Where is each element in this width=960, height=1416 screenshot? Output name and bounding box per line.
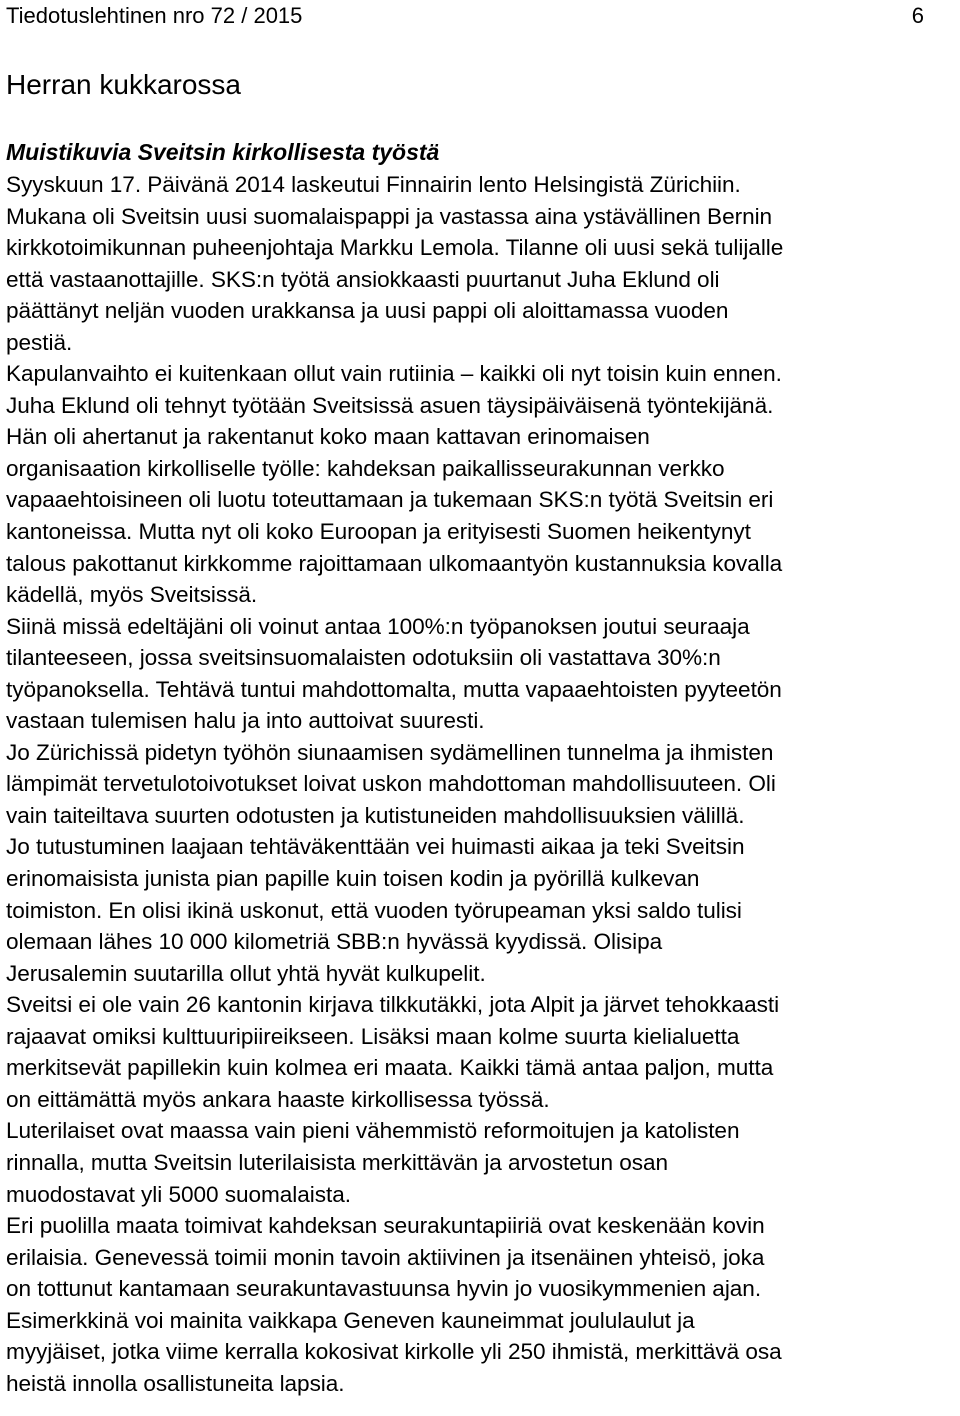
publication-title: Tiedotuslehtinen nro 72 / 2015 bbox=[6, 3, 303, 28]
body-line: rinnalla, mutta Sveitsin luterilaisista merkittävän ja arvostetun osan bbox=[6, 1149, 669, 1175]
body-line: organisaation kirkolliselle työlle: kahdeksan paikallisseurakunnan verkko bbox=[6, 455, 725, 481]
body-line: Mukana oli Sveitsin uusi suomalaispappi ja vastassa aina ystävällinen Bernin bbox=[6, 203, 773, 229]
page-number: 6 bbox=[911, 3, 924, 28]
article-subtitle: Muistikuvia Sveitsin kirkollisesta työstä bbox=[6, 139, 440, 165]
body-line: erinomaisista junista pian papille kuin toisen kodin ja pyörillä kulkevan bbox=[6, 866, 700, 892]
body-line: on tottunut kantamaan seurakuntavastuunsa hyvin jo vuosikymmenien ajan. bbox=[6, 1276, 762, 1302]
body-line: Juha Eklund oli tehnyt työtään Sveitsissä asuen täysipäiväisenä työntekijänä. bbox=[6, 392, 774, 418]
body-line: erilaisia. Genevessä toimii monin tavoin aktiivinen ja itsenäinen yhteisö, joka bbox=[6, 1244, 765, 1270]
body-line: kädellä, myös Sveitsissä. bbox=[6, 582, 258, 608]
body-line: heistä innolla osallistuneita lapsia. bbox=[6, 1370, 345, 1396]
body-line: rajaavat omiksi kulttuuripiireikseen. Lisäksi maan kolme suurta kielialuetta bbox=[6, 1023, 740, 1049]
article-body bbox=[6, 169, 956, 1399]
body-line: lämpimät tervetulotoivotukset loivat uskon mahdottoman mahdollisuuteen. Oli bbox=[6, 771, 776, 797]
body-line: päättänyt neljän vuoden urakkansa ja uusi pappi oli aloittamassa vuoden bbox=[6, 298, 729, 324]
body-line: toimiston. En olisi ikinä uskonut, että vuoden työrupeaman yksi saldo tulisi bbox=[6, 897, 742, 923]
body-line: Sveitsi ei ole vain 26 kantonin kirjava tilkkutäkki, jota Alpit ja järvet tehokkaasti bbox=[6, 992, 780, 1018]
body-line: merkitsevät papillekin kuin kolmea eri maata. Kaikki tämä antaa paljon, mutta bbox=[6, 1055, 774, 1081]
body-line: vapaaehtoisineen oli luotu toteuttamaan ja tukemaan SKS:n työtä Sveitsin eri bbox=[6, 487, 774, 513]
body-line: kirkkotoimikunnan puheenjohtaja Markku Lemola. Tilanne oli uusi sekä tulijalle bbox=[6, 235, 784, 261]
body-line: Jo tutustuminen laajaan tehtäväkenttään vei huimasti aikaa ja teki Sveitsin bbox=[6, 834, 745, 860]
body-line: myyjäiset, jotka viime kerralla kokosivat kirkolle yli 250 ihmistä, merkittävä osa bbox=[6, 1339, 782, 1365]
body-line: Hän oli ahertanut ja rakentanut koko maan kattavan erinomaisen bbox=[6, 424, 650, 450]
body-line: olemaan lähes 10 000 kilometriä SBB:n hyvässä kyydissä. Olisipa bbox=[6, 929, 663, 955]
body-line: Kapulanvaihto ei kuitenkaan ollut vain rutiinia – kaikki oli nyt toisin kuin ennen. bbox=[6, 361, 782, 387]
body-line: Syyskuun 17. Päivänä 2014 laskeutui Finnairin lento Helsingistä Zürichiin. bbox=[6, 172, 741, 197]
body-line: Jo Zürichissä pidetyn työhön siunaamisen sydämellinen tunnelma ja ihmisten bbox=[6, 739, 774, 765]
body-line: että vastaanottajille. SKS:n työtä ansiokkaasti puurtanut Juha Eklund oli bbox=[6, 266, 720, 292]
body-line: Jerusalemin suutarilla ollut yhtä hyvät kulkupelit. bbox=[6, 960, 486, 986]
body-line: Luterilaiset ovat maassa vain pieni vähemmistö reformoitujen ja katolisten bbox=[6, 1118, 740, 1144]
body-line: Siinä missä edeltäjäni oli voinut antaa 100%:n työpanoksen joutui seuraaja bbox=[6, 613, 750, 639]
body-line: muodostavat yli 5000 suomalaista. bbox=[6, 1181, 351, 1207]
body-line: Esimerkkinä voi mainita vaikkapa Geneven kauneimmat joululaulut ja bbox=[6, 1307, 695, 1333]
body-line: työpanoksella. Tehtävä tuntui mahdottomalta, mutta vapaaehtoisten pyyteetön bbox=[6, 676, 782, 702]
article-title: Herran kukkarossa bbox=[6, 69, 241, 100]
body-line: tilanteeseen, jossa sveitsinsuomalaisten odotuksiin oli vastattava 30%:n bbox=[6, 645, 721, 671]
body-line: on eittämättä myös ankara haaste kirkollisessa työssä. bbox=[6, 1086, 550, 1112]
body-line: Eri puolilla maata toimivat kahdeksan seurakuntapiiriä ovat keskenään kovin bbox=[6, 1213, 765, 1239]
body-line: pestiä. bbox=[6, 329, 73, 355]
body-line: vastaan tulemisen halu ja into auttoivat suuresti. bbox=[6, 708, 485, 734]
page-header bbox=[6, 0, 954, 32]
body-line: talous pakottanut kirkkomme rajoittamaan ulkomaantyön kustannuksia kovalla bbox=[6, 550, 783, 576]
body-line: kantoneissa. Mutta nyt oli koko Euroopan ja erityisesti Suomen heikentynyt bbox=[6, 519, 751, 545]
body-line: vain taiteiltava suurten odotusten ja kutistuneiden mahdollisuuksien välillä. bbox=[6, 802, 745, 828]
